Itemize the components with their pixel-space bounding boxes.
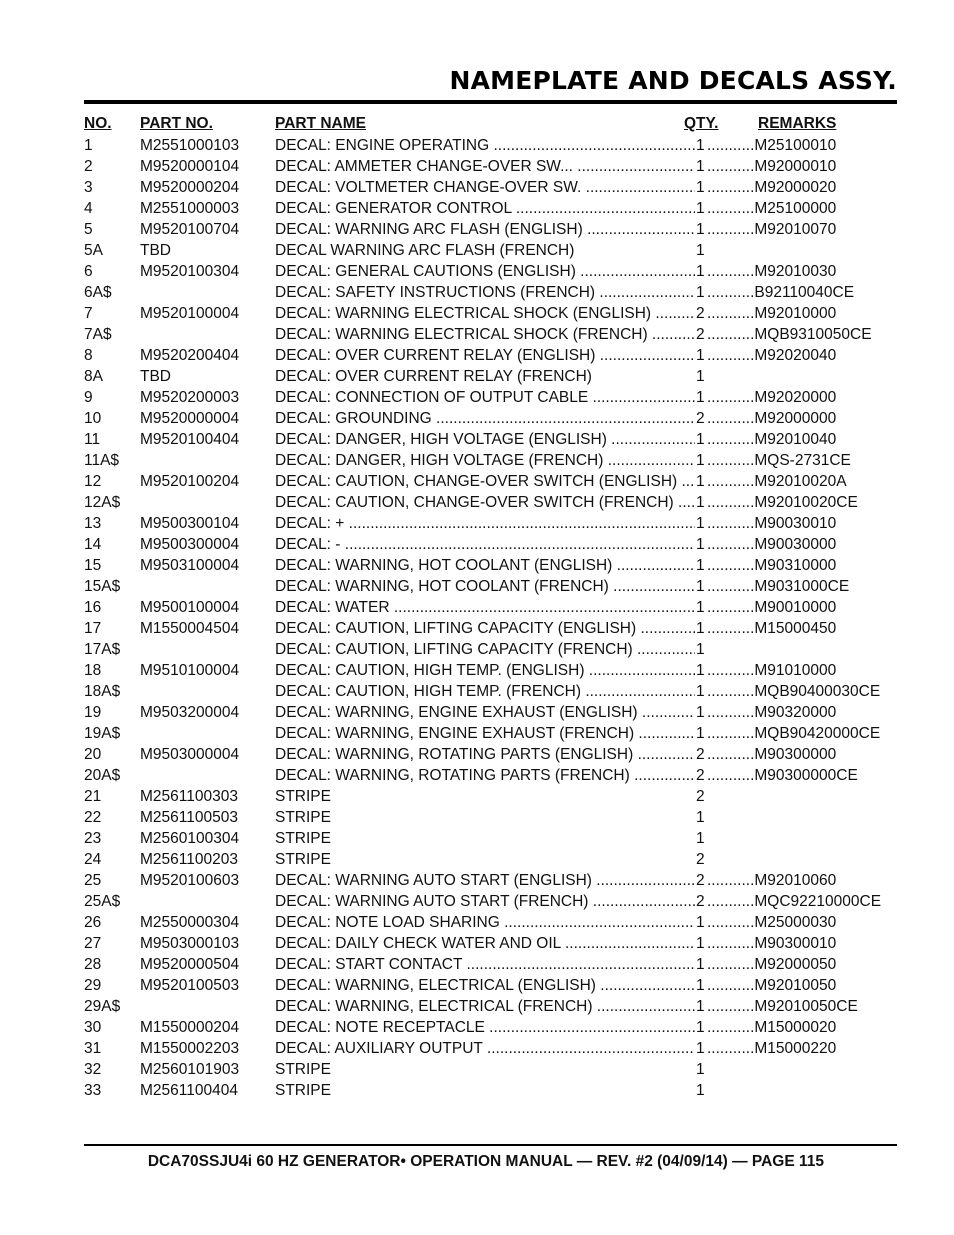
remarks: ..... M25100000 bbox=[707, 198, 836, 219]
quantity: 1 bbox=[696, 242, 705, 259]
part-name: DECAL: WARNING AUTO START (ENGLISH) ..... bbox=[275, 870, 695, 891]
item-number: 33 bbox=[84, 1082, 102, 1099]
part-number: M9520100603 bbox=[140, 872, 240, 889]
table-row bbox=[84, 912, 897, 933]
table-row bbox=[84, 135, 897, 156]
part-name: DECAL: WARNING, ROTATING PARTS (ENGLISH) ..... bbox=[275, 744, 695, 765]
item-number: 20 bbox=[84, 746, 102, 763]
quantity: 2 bbox=[696, 893, 705, 910]
table-row bbox=[84, 282, 897, 303]
remarks: ..... M25100010 bbox=[707, 135, 836, 156]
table-row bbox=[84, 828, 897, 849]
part-number: M2560101903 bbox=[140, 1061, 240, 1078]
part-name: DECAL: WARNING, ELECTRICAL (FRENCH) ..... bbox=[275, 996, 695, 1017]
remarks: ..... M90030010 bbox=[707, 513, 836, 534]
part-number: M2551000103 bbox=[140, 137, 240, 154]
quantity: 1 bbox=[696, 200, 705, 217]
part-number: M9520000204 bbox=[140, 179, 240, 196]
item-number: 7 bbox=[84, 305, 93, 322]
table-row bbox=[84, 786, 897, 807]
item-number: 21 bbox=[84, 788, 102, 805]
table-body bbox=[84, 135, 897, 1101]
table-row bbox=[84, 534, 897, 555]
part-number: M9520100503 bbox=[140, 977, 240, 994]
quantity: 1 bbox=[696, 158, 705, 175]
table-row bbox=[84, 933, 897, 954]
quantity: 1 bbox=[696, 809, 705, 826]
remarks: ..... M90300000 bbox=[707, 744, 836, 765]
part-number: M2561100203 bbox=[140, 851, 238, 868]
part-name: DECAL: GROUNDING ..... bbox=[275, 408, 695, 429]
part-name: DECAL: CAUTION, HIGH TEMP. (ENGLISH) ..... bbox=[275, 660, 695, 681]
table-row bbox=[84, 975, 897, 996]
remarks: ..... M92000050 bbox=[707, 954, 836, 975]
remarks: ..... M92010030 bbox=[707, 261, 836, 282]
part-name: DECAL: CONNECTION OF OUTPUT CABLE ..... bbox=[275, 387, 695, 408]
table-row bbox=[84, 408, 897, 429]
quantity: 1 bbox=[696, 998, 705, 1015]
part-name: STRIPE bbox=[275, 830, 331, 847]
remarks: ..... M92010020CE bbox=[707, 492, 858, 513]
table-row bbox=[84, 849, 897, 870]
part-name: DECAL: CAUTION, LIFTING CAPACITY (FRENCH) ..... bbox=[275, 639, 695, 660]
table-row bbox=[84, 618, 897, 639]
item-number: 15A$ bbox=[84, 578, 121, 595]
item-number: 11A$ bbox=[84, 452, 120, 469]
item-number: 32 bbox=[84, 1061, 102, 1078]
part-name: STRIPE bbox=[275, 1061, 331, 1078]
part-number: M9520100204 bbox=[140, 473, 240, 490]
part-name: DECAL: OVER CURRENT RELAY (FRENCH) bbox=[275, 368, 592, 385]
table-header bbox=[84, 113, 897, 135]
remarks: ..... M92010050 bbox=[707, 975, 836, 996]
part-name: DECAL: GENERAL CAUTIONS (ENGLISH) ..... bbox=[275, 261, 695, 282]
part-number: M9503100004 bbox=[140, 557, 240, 574]
part-number: M9520100304 bbox=[140, 263, 240, 280]
remarks: ..... M90300010 bbox=[707, 933, 836, 954]
part-number: M2561100303 bbox=[140, 788, 238, 805]
part-name: DECAL: WARNING, HOT COOLANT (ENGLISH) ..... bbox=[275, 555, 695, 576]
quantity: 1 bbox=[696, 452, 705, 469]
quantity: 1 bbox=[696, 578, 705, 595]
remarks: ..... M92010070 bbox=[707, 219, 836, 240]
item-number: 4 bbox=[84, 200, 93, 217]
part-number: M9520200404 bbox=[140, 347, 240, 364]
part-name: DECAL: WARNING, ROTATING PARTS (FRENCH) ..... bbox=[275, 765, 695, 786]
part-number: M9520000004 bbox=[140, 410, 240, 427]
header-qty: QTY. bbox=[684, 115, 719, 132]
parts-table bbox=[84, 113, 897, 1101]
part-number: M1550002203 bbox=[140, 1040, 240, 1057]
quantity: 2 bbox=[696, 305, 705, 322]
quantity: 2 bbox=[696, 410, 705, 427]
quantity: 1 bbox=[696, 620, 705, 637]
part-number: M2551000003 bbox=[140, 200, 240, 217]
part-name: DECAL: GENERATOR CONTROL ..... bbox=[275, 198, 695, 219]
quantity: 1 bbox=[696, 599, 705, 616]
part-number: M9503000004 bbox=[140, 746, 240, 763]
part-name: DECAL: CAUTION, HIGH TEMP. (FRENCH) ..... bbox=[275, 681, 695, 702]
part-name: DECAL: WARNING, HOT COOLANT (FRENCH) ..... bbox=[275, 576, 695, 597]
table-row bbox=[84, 1080, 897, 1101]
item-number: 6 bbox=[84, 263, 93, 280]
table-row bbox=[84, 513, 897, 534]
item-number: 6A$ bbox=[84, 284, 112, 301]
part-number: M9503000103 bbox=[140, 935, 240, 952]
page-title: NAMEPLATE AND DECALS ASSY. bbox=[449, 66, 897, 95]
quantity: 1 bbox=[696, 347, 705, 364]
remarks: ..... M15000020 bbox=[707, 1017, 836, 1038]
table-row bbox=[84, 1017, 897, 1038]
quantity: 1 bbox=[696, 221, 705, 238]
part-number: M9520000104 bbox=[140, 158, 240, 175]
quantity: 2 bbox=[696, 851, 705, 868]
item-number: 29 bbox=[84, 977, 102, 994]
quantity: 1 bbox=[696, 431, 705, 448]
table-row bbox=[84, 261, 897, 282]
quantity: 2 bbox=[696, 767, 705, 784]
part-name: DECAL: DANGER, HIGH VOLTAGE (FRENCH) ..... bbox=[275, 450, 695, 471]
part-name: DECAL: WARNING AUTO START (FRENCH) ..... bbox=[275, 891, 695, 912]
part-number: M9500300104 bbox=[140, 515, 240, 532]
item-number: 28 bbox=[84, 956, 102, 973]
item-number: 12 bbox=[84, 473, 102, 490]
item-number: 31 bbox=[84, 1040, 102, 1057]
part-name: DECAL: - ..... bbox=[275, 534, 695, 555]
quantity: 1 bbox=[696, 1040, 705, 1057]
part-name: DECAL: START CONTACT ..... bbox=[275, 954, 695, 975]
item-number: 5 bbox=[84, 221, 93, 238]
quantity: 1 bbox=[696, 956, 705, 973]
table-row bbox=[84, 156, 897, 177]
item-number: 17 bbox=[84, 620, 102, 637]
part-name: STRIPE bbox=[275, 851, 331, 868]
remarks: ..... M92010000 bbox=[707, 303, 836, 324]
part-number: M9520100004 bbox=[140, 305, 240, 322]
item-number: 25A$ bbox=[84, 893, 121, 910]
footer-divider bbox=[84, 1144, 897, 1146]
quantity: 1 bbox=[696, 179, 705, 196]
quantity: 1 bbox=[696, 830, 705, 847]
part-number: TBD bbox=[140, 242, 171, 259]
item-number: 14 bbox=[84, 536, 102, 553]
quantity: 1 bbox=[696, 977, 705, 994]
table-row bbox=[84, 723, 897, 744]
quantity: 1 bbox=[696, 1061, 705, 1078]
table-row bbox=[84, 366, 897, 387]
part-number: M9520100404 bbox=[140, 431, 240, 448]
remarks: ..... B92110040CE bbox=[707, 282, 854, 303]
part-number: M2561100404 bbox=[140, 1082, 238, 1099]
quantity: 1 bbox=[696, 473, 705, 490]
table-row bbox=[84, 177, 897, 198]
part-name: STRIPE bbox=[275, 1082, 331, 1099]
part-name: DECAL: DANGER, HIGH VOLTAGE (ENGLISH) ..... bbox=[275, 429, 695, 450]
part-name: DECAL: AMMETER CHANGE-OVER SW... ..... bbox=[275, 156, 695, 177]
part-number: TBD bbox=[140, 368, 171, 385]
part-number: M9520000504 bbox=[140, 956, 240, 973]
remarks: ..... M92020000 bbox=[707, 387, 836, 408]
part-name: DECAL: CAUTION, CHANGE-OVER SWITCH (ENGLISH) ..... bbox=[275, 471, 695, 492]
quantity: 1 bbox=[696, 1019, 705, 1036]
part-name: DECAL: WARNING, ELECTRICAL (ENGLISH) ..... bbox=[275, 975, 695, 996]
item-number: 15 bbox=[84, 557, 102, 574]
remarks: ..... MQB90420000CE bbox=[707, 723, 880, 744]
remarks: ..... M92000020 bbox=[707, 177, 836, 198]
part-name: DECAL: WARNING ELECTRICAL SHOCK (ENGLISH) ..... bbox=[275, 303, 695, 324]
table-row bbox=[84, 597, 897, 618]
remarks: ..... M92000000 bbox=[707, 408, 836, 429]
table-row bbox=[84, 681, 897, 702]
part-number: M9503200004 bbox=[140, 704, 240, 721]
part-name: DECAL: OVER CURRENT RELAY (ENGLISH) ..... bbox=[275, 345, 695, 366]
item-number: 9 bbox=[84, 389, 93, 406]
part-name: DECAL: CAUTION, LIFTING CAPACITY (ENGLISH) ..... bbox=[275, 618, 695, 639]
header-remarks: REMARKS bbox=[758, 115, 837, 132]
remarks: ..... M90310000 bbox=[707, 555, 836, 576]
item-number: 13 bbox=[84, 515, 102, 532]
quantity: 1 bbox=[696, 725, 705, 742]
table-row bbox=[84, 387, 897, 408]
table-row bbox=[84, 660, 897, 681]
item-number: 7A$ bbox=[84, 326, 112, 343]
item-number: 19 bbox=[84, 704, 102, 721]
quantity: 2 bbox=[696, 746, 705, 763]
part-name: STRIPE bbox=[275, 809, 331, 826]
quantity: 1 bbox=[696, 368, 705, 385]
item-number: 18A$ bbox=[84, 683, 121, 700]
part-name: DECAL: AUXILIARY OUTPUT ..... bbox=[275, 1038, 695, 1059]
remarks: ..... MQB90400030CE bbox=[707, 681, 880, 702]
item-number: 16 bbox=[84, 599, 102, 616]
part-name: STRIPE bbox=[275, 788, 331, 805]
table-row bbox=[84, 471, 897, 492]
part-name: DECAL: ENGINE OPERATING ..... bbox=[275, 135, 695, 156]
quantity: 2 bbox=[696, 872, 705, 889]
table-row bbox=[84, 702, 897, 723]
quantity: 1 bbox=[696, 935, 705, 952]
item-number: 20A$ bbox=[84, 767, 121, 784]
part-number: M9500300004 bbox=[140, 536, 240, 553]
table-row bbox=[84, 765, 897, 786]
item-number: 12A$ bbox=[84, 494, 121, 511]
item-number: 18 bbox=[84, 662, 102, 679]
quantity: 1 bbox=[696, 683, 705, 700]
table-row bbox=[84, 744, 897, 765]
remarks: ..... MQB9310050CE bbox=[707, 324, 872, 345]
remarks: ..... M15000450 bbox=[707, 618, 836, 639]
item-number: 1 bbox=[84, 137, 93, 154]
item-number: 8A bbox=[84, 368, 103, 385]
header-part-name: PART NAME bbox=[275, 115, 366, 132]
quantity: 1 bbox=[696, 515, 705, 532]
part-name: DECAL: + ..... bbox=[275, 513, 695, 534]
part-name: DECAL: VOLTMETER CHANGE-OVER SW. ..... bbox=[275, 177, 695, 198]
title-divider bbox=[84, 100, 897, 104]
remarks: ..... M90300000CE bbox=[707, 765, 858, 786]
part-number: M2561100503 bbox=[140, 809, 238, 826]
remarks: ..... MQS-2731CE bbox=[707, 450, 851, 471]
part-name: DECAL: NOTE RECEPTACLE ..... bbox=[275, 1017, 695, 1038]
quantity: 2 bbox=[696, 788, 705, 805]
part-number: M2560100304 bbox=[140, 830, 240, 847]
item-number: 3 bbox=[84, 179, 93, 196]
part-number: M9520200003 bbox=[140, 389, 240, 406]
part-number: M9500100004 bbox=[140, 599, 240, 616]
page-footer: DCA70SSJU4i 60 HZ GENERATOR• OPERATION MANUAL — REV. #2 (04/09/14) — PAGE 115 bbox=[147, 1153, 824, 1170]
item-number: 24 bbox=[84, 851, 102, 868]
quantity: 1 bbox=[696, 284, 705, 301]
part-name: DECAL: DAILY CHECK WATER AND OIL ..... bbox=[275, 933, 695, 954]
item-number: 10 bbox=[84, 410, 102, 427]
quantity: 1 bbox=[696, 914, 705, 931]
table-row bbox=[84, 576, 897, 597]
remarks: ..... M90030000 bbox=[707, 534, 836, 555]
table-row bbox=[84, 954, 897, 975]
table-row bbox=[84, 639, 897, 660]
part-name: DECAL: WARNING, ENGINE EXHAUST (FRENCH) ..... bbox=[275, 723, 695, 744]
table-row bbox=[84, 219, 897, 240]
part-name: DECAL: WARNING ARC FLASH (ENGLISH) ..... bbox=[275, 219, 695, 240]
table-row bbox=[84, 807, 897, 828]
table-row bbox=[84, 555, 897, 576]
table-row bbox=[84, 429, 897, 450]
table-row bbox=[84, 996, 897, 1017]
item-number: 2 bbox=[84, 158, 93, 175]
remarks: ..... M92010040 bbox=[707, 429, 836, 450]
table-row bbox=[84, 303, 897, 324]
part-name: DECAL: WARNING, ENGINE EXHAUST (ENGLISH) ..... bbox=[275, 702, 695, 723]
item-number: 23 bbox=[84, 830, 102, 847]
part-number: M1550004504 bbox=[140, 620, 240, 637]
remarks: ..... M90320000 bbox=[707, 702, 836, 723]
part-number: M2550000304 bbox=[140, 914, 240, 931]
quantity: 1 bbox=[696, 263, 705, 280]
table-row bbox=[84, 492, 897, 513]
item-number: 8 bbox=[84, 347, 93, 364]
quantity: 1 bbox=[696, 662, 705, 679]
item-number: 27 bbox=[84, 935, 102, 952]
table-row bbox=[84, 345, 897, 366]
part-name: DECAL WARNING ARC FLASH (FRENCH) bbox=[275, 242, 575, 259]
remarks: ..... MQC92210000CE bbox=[707, 891, 881, 912]
part-number: M1550000204 bbox=[140, 1019, 240, 1036]
part-name: DECAL: NOTE LOAD SHARING ..... bbox=[275, 912, 695, 933]
table-row bbox=[84, 240, 897, 261]
quantity: 1 bbox=[696, 641, 705, 658]
quantity: 2 bbox=[696, 326, 705, 343]
remarks: ..... M92000010 bbox=[707, 156, 836, 177]
remarks: ..... M92010060 bbox=[707, 870, 836, 891]
item-number: 30 bbox=[84, 1019, 102, 1036]
remarks: ..... M25000030 bbox=[707, 912, 836, 933]
quantity: 1 bbox=[696, 1082, 705, 1099]
remarks: ..... M91010000 bbox=[707, 660, 836, 681]
part-name: DECAL: SAFETY INSTRUCTIONS (FRENCH) ..... bbox=[275, 282, 695, 303]
remarks: ..... M92020040 bbox=[707, 345, 836, 366]
part-name: DECAL: CAUTION, CHANGE-OVER SWITCH (FRENCH) ..... bbox=[275, 492, 695, 513]
item-number: 17A$ bbox=[84, 641, 121, 658]
header-part-no: PART NO. bbox=[140, 115, 213, 132]
remarks: ..... M92010020A bbox=[707, 471, 847, 492]
item-number: 26 bbox=[84, 914, 102, 931]
remarks: ..... M9031000CE bbox=[707, 576, 849, 597]
part-name: DECAL: WATER ..... bbox=[275, 597, 695, 618]
table-row bbox=[84, 1059, 897, 1080]
part-number: M9520100704 bbox=[140, 221, 240, 238]
quantity: 1 bbox=[696, 704, 705, 721]
part-number: M9510100004 bbox=[140, 662, 240, 679]
remarks: ..... M15000220 bbox=[707, 1038, 836, 1059]
item-number: 5A bbox=[84, 242, 103, 259]
item-number: 11 bbox=[84, 431, 101, 448]
quantity: 1 bbox=[696, 389, 705, 406]
table-row bbox=[84, 1038, 897, 1059]
part-name: DECAL: WARNING ELECTRICAL SHOCK (FRENCH) ..... bbox=[275, 324, 695, 345]
item-number: 19A$ bbox=[84, 725, 121, 742]
table-row bbox=[84, 870, 897, 891]
quantity: 1 bbox=[696, 494, 705, 511]
header-no: NO. bbox=[84, 115, 112, 132]
quantity: 1 bbox=[696, 536, 705, 553]
item-number: 22 bbox=[84, 809, 102, 826]
remarks: ..... M90010000 bbox=[707, 597, 836, 618]
table-row bbox=[84, 198, 897, 219]
table-row bbox=[84, 891, 897, 912]
table-row bbox=[84, 324, 897, 345]
table-row bbox=[84, 450, 897, 471]
item-number: 25 bbox=[84, 872, 102, 889]
item-number: 29A$ bbox=[84, 998, 121, 1015]
quantity: 1 bbox=[696, 137, 705, 154]
remarks: ..... M92010050CE bbox=[707, 996, 858, 1017]
quantity: 1 bbox=[696, 557, 705, 574]
